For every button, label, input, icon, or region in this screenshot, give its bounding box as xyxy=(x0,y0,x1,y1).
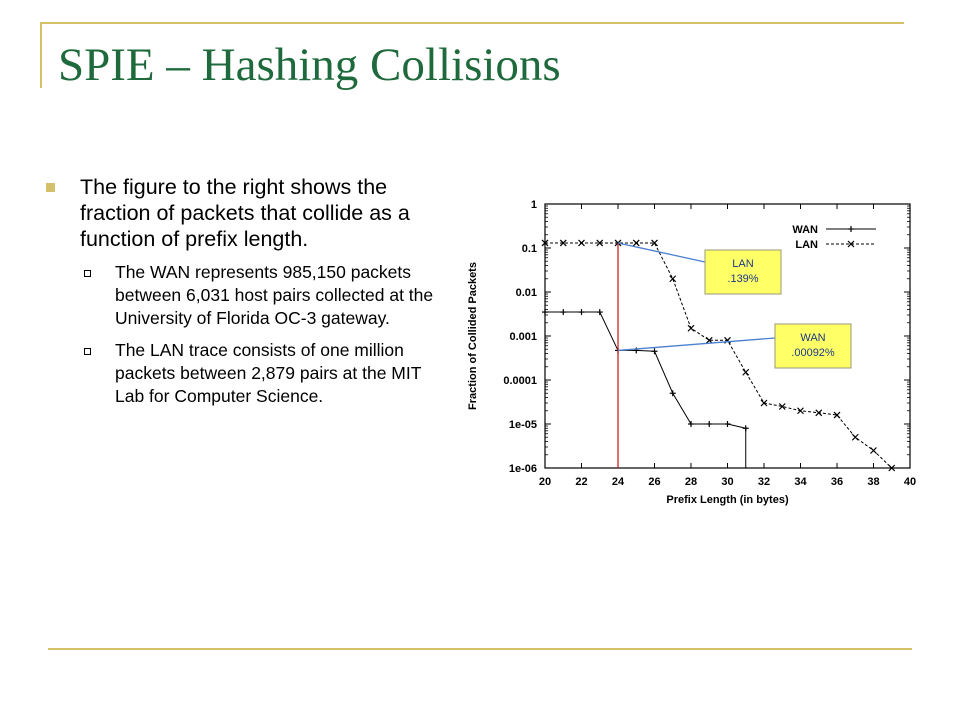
y-tick-label: 0.001 xyxy=(509,331,537,343)
bottom-border-line xyxy=(48,648,912,650)
slide-title: SPIE – Hashing Collisions xyxy=(58,39,561,91)
callout-label-wan: WAN xyxy=(800,332,826,344)
callout-box-lan xyxy=(705,250,781,294)
x-tick-label: 28 xyxy=(684,476,698,488)
square-bullet-icon xyxy=(46,183,55,192)
x-tick-label: 24 xyxy=(611,476,625,488)
y-tick-label: 1 xyxy=(530,199,537,211)
y-tick-label: 1e-06 xyxy=(508,463,537,475)
legend-label-wan: WAN xyxy=(792,224,818,236)
sub-bullet-lan xyxy=(40,339,450,408)
x-tick-label: 30 xyxy=(721,476,734,488)
callout-value-wan: .00092% xyxy=(791,347,835,359)
x-tick-label: 32 xyxy=(757,476,771,488)
callout-pointer-lan xyxy=(618,243,705,262)
callout-label-lan: LAN xyxy=(732,258,754,270)
bullet-main xyxy=(40,174,450,252)
callout-pointer-wan xyxy=(618,338,775,350)
x-axis-label: Prefix Length (in bytes) xyxy=(666,494,789,506)
hollow-square-bullet-icon xyxy=(84,270,91,277)
x-tick-label: 40 xyxy=(903,476,917,488)
x-tick-label: 22 xyxy=(575,476,588,488)
y-tick-label: 0.01 xyxy=(515,287,537,299)
x-tick-label: 20 xyxy=(538,476,552,488)
hollow-square-bullet-icon xyxy=(84,348,91,355)
sub-bullet-wan xyxy=(40,261,450,330)
bullet-main-text: The figure to the right shows the fraction of packets that collide as a function of prefix length. xyxy=(80,175,410,251)
legend-label-lan: LAN xyxy=(795,239,818,251)
x-tick-label: 34 xyxy=(794,476,807,488)
collision-chart xyxy=(455,188,925,528)
y-axis-label: Fraction of Collided Packets xyxy=(467,262,479,410)
x-tick-label: 26 xyxy=(648,476,661,488)
y-tick-label: 0.1 xyxy=(521,243,537,255)
left-border-line xyxy=(40,22,42,88)
x-tick-label: 36 xyxy=(830,476,844,488)
y-tick-label: 0.0001 xyxy=(503,375,537,387)
top-border-line xyxy=(40,22,904,24)
sub-bullet-text: The WAN represents 985,150 packets between 6,031 host pairs collected at the University of Florida OC-3 gateway. xyxy=(115,262,434,328)
series-line-wan xyxy=(545,312,746,428)
x-tick-label: 38 xyxy=(867,476,880,488)
callout-value-lan: .139% xyxy=(727,273,759,285)
callout-box-wan xyxy=(775,324,851,368)
slide-body xyxy=(40,174,450,408)
y-tick-label: 1e-05 xyxy=(508,419,537,431)
sub-bullet-text: The LAN trace consists of one million packets between 2,879 pairs at the MIT Lab for Computer Science. xyxy=(115,340,422,406)
